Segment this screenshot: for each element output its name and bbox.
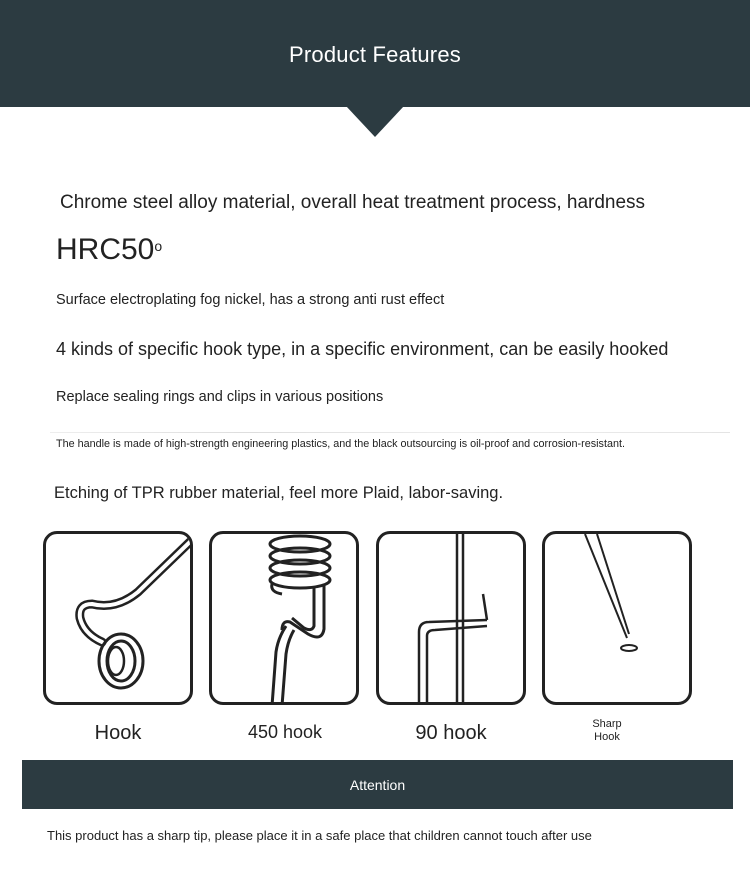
hook-label-sharp-line1: Sharp (592, 718, 622, 730)
feature-hardness (56, 233, 162, 267)
page-title: Product Features (289, 42, 461, 67)
hook-label-sharp-line2: Hook (594, 731, 620, 743)
feature-material: Chrome steel alloy material, overall heat treatment process, hardness (60, 192, 646, 213)
hook-label-450: 450 hook (247, 722, 323, 742)
ninety-degree-hook-icon (376, 531, 526, 705)
hook-label-90: 90 hook (415, 722, 487, 744)
hook-label-sharp (542, 718, 672, 744)
feature-plating: Surface electroplating fog nickel, has a strong anti rust effect (56, 292, 445, 308)
spring-hook-icon (209, 531, 359, 705)
attention-text: This product has a sharp tip, please place it in a safe place that children cannot touch after use (47, 828, 592, 843)
attention-title: Attention (349, 777, 406, 793)
feature-replace: Replace sealing rings and clips in various positions (56, 389, 384, 405)
feature-tpr: Etching of TPR rubber material, feel more Plaid, labor-saving. (54, 484, 504, 502)
feature-hook-types: 4 kinds of specific hook type, in a specific environment, can be easily hooked (56, 339, 669, 359)
feature-handle: The handle is made of high-strength engineering plastics, and the black outsourcing is oil-proof and corrosion-resistant. (56, 438, 625, 450)
header-notch (346, 106, 404, 137)
hardness-value: HRC50 (56, 233, 155, 266)
hook-label-hook: Hook (94, 722, 142, 744)
attention-bar (22, 760, 733, 809)
hook-ring-icon (43, 531, 193, 705)
divider (50, 432, 730, 433)
degree-mark: o (154, 238, 163, 254)
sharp-hook-icon (542, 531, 692, 705)
header-bar (0, 0, 750, 107)
